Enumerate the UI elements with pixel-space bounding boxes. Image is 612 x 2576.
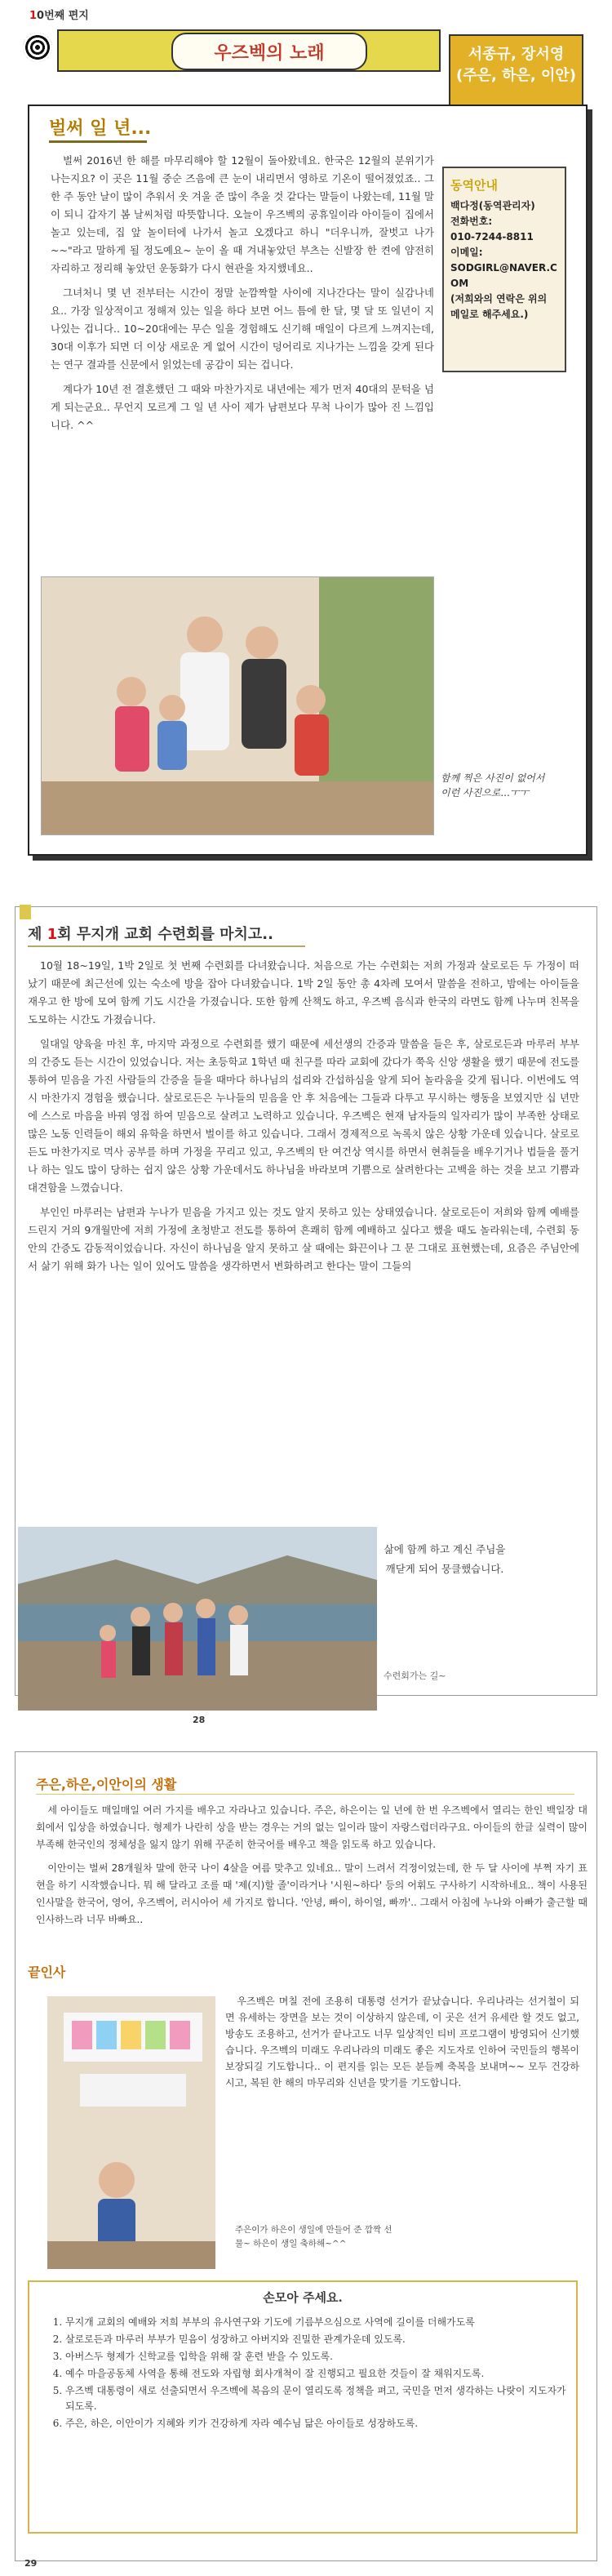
letter-page-2 <box>0 882 612 1727</box>
contact-note: (저희와의 연락은 위의 메일로 해주세요.) <box>450 293 548 320</box>
retreat-body <box>28 957 579 1282</box>
retreat-photo <box>18 1527 377 1711</box>
author-box <box>449 34 583 108</box>
birthday-photo <box>47 1996 215 2269</box>
paragraph: 일대일 양육을 마친 후, 마지막 과정으로 수련회를 했기 때문에 세선생의 간증과 말씀을 들은 후, 살로로든과 마루러 부부의 간증도 듣는 시간이 있었습니다. 저는 초등학교 1학년 때 친구를 따라 교회에 갔다가 쭉욱 신앙 생활을 했기 때문에 전도를 통하여 믿음을 가진 사람들의 간증을 들을 때마다 하나님의 섭리와 간섭하심을 알게 되어 놀라움을 갖게 됩니다. 이번에도 역시 마찬가지 경험을 했습니다. 살로로든은 누나들의 믿음을 안 후 처음에는 그들과 다투고 무시하는 행동을 보였지만 십 년만에 스스로 마음을 바꿔 영접 하여 믿음으로 살려고 노력하고 있습니다. 우즈벡은 현재 남자들의 일자리가 많이 부족한 상태로 많은 노동 인력들이 해외 유학을 하면서 벌이를 하고 있습니다. 그래서 경제적으로 녹록치 않은 상황 가운데 있습니다. 살로로든도 마찬가지로 먹사 공부를 하며 가정을 꾸리고 있고, 우즈벡의 탄 여건상 역시를 하면서 현취들을 배우기거나 법들을 풀거나 하는 일도 많이 당하는 쉽지 않은 상황 가운데서도 하나님을 바라보며 기쁨으로 살려한다는 고백을 하는 것을 보고 기쁨과 대견함을 느꼈습니다. <box>28 1038 579 1194</box>
letter-page-1 <box>0 0 612 882</box>
prayer-item: 1. 무지개 교회의 예배와 저희 부부의 유사연구와 기도에 기름부으심으로 사역에 길이를 더해가도록 <box>65 2315 571 2330</box>
spiral-icon <box>23 33 52 62</box>
author-names: 서종규, 장서영 <box>468 46 565 63</box>
contact-email: SODGIRL@NAVER.COM <box>450 262 557 289</box>
paragraph: 계다가 10년 전 결혼했던 그 때와 마찬가지로 내년에는 제가 먼저 40대의 문턱을 넘게 되는군요.. 무언지 모르게 그 일 년 사이 제가 남편보다 무척 나이가 많아 진 느낌입니다. ^^ <box>51 383 434 431</box>
heading-prefix: 제 <box>28 926 47 943</box>
children-heading: 주은,하은,이안이의 생활 <box>36 1777 177 1792</box>
heading-text: 회 무지개 교회 수련회를 마치고.. <box>57 926 273 943</box>
contact-title: 동역안내 <box>450 178 498 193</box>
divider <box>36 1794 574 1795</box>
prayer-item: 3. 아버스두 형제가 신학교를 입학을 위해 잘 훈련 받을 수 있도록. <box>65 2349 571 2365</box>
prayer-item: 5. 우즈벡 대통령이 새로 선출되면서 우즈벡에 복음의 문이 열리도록 정책을 펴고, 국민을 먼저 생각하는 나랏이 지도자가 되도록. <box>65 2383 571 2414</box>
prayer-item: 6. 주은, 하은, 이안이가 지혜와 키가 건강하게 자라 예수님 닮은 아이들로 성장하도록. <box>65 2416 571 2431</box>
family-photo <box>41 576 434 835</box>
series-suffix: 0번째 편지 <box>37 10 89 22</box>
page-number: 29 <box>24 2558 38 2569</box>
divider <box>28 945 305 947</box>
closing-heading: 끝인사 <box>28 1964 66 1980</box>
prayer-list <box>29 2315 571 2433</box>
paragraph: 벌써 2016년 한 해를 마무리해야 할 12월이 돌아왔네요. 한국은 12월의 분위기가 나는지요? 이 곳은 11월 중순 즈음에 큰 눈이 내리면서 영하로 기온이 떨어졌었죠.. 그 한 주 동안 날이 많이 추워서 옷 겨울 준 많이 추울 것 같다는 말들이 나왔는데, 11월 말이 되니 갑자기 봄 날씨처럼 따뜻합니다. 오늘이 우즈벡의 공휴일이라 아이들이 집에서 놀고 있는데, 집 앞 놀이터에 나가서 놀고 오겠다고 하니 "더우니까, 잘벗고 나가~~"라고 말하게 될 정도예요~ 눈이 올 때 겨내놓았던 부츠는 신발장 한 켠에 얌전히 자리하고 정리해 놓았던 운동화가 다시 현관을 차지했네요.. <box>51 154 434 274</box>
photo-caption: 주은이가 하은이 생일에 만들어 준 깜짝 선물~ 하은이 생일 축하해~^^ <box>235 2225 392 2249</box>
contact-box <box>442 167 566 372</box>
photo-caption: 수련회가는 길~ <box>384 1671 446 1681</box>
contact-phone: 010-7244-8811 <box>450 231 534 242</box>
page-number: 28 <box>193 1715 206 1725</box>
series-number: 1 <box>29 10 38 22</box>
paragraph: 10월 18~19일, 1박 2일로 첫 번째 수련회를 다녀왔습니다. 처음으로 가는 수련회는 저희 가정과 살로로든 두 가정이 떠났기 때문에 최근선에 있는 숙소에 방을 잡아 다녀왔습니다. 1박 2일 동안 총 4차례 모여서 말씀을 전하고, 밤에는 아이들을 재우고 한 방에 모여 함께 기도 시간을 가졌습니다. 또한 함께 산책도 하고, 우즈벡 음식과 한국의 라면도 함께 나누며 친목을 도모하는 시간도 가졌습니다. <box>28 959 579 1026</box>
heading-number: 1 <box>47 926 58 943</box>
letter-body <box>51 152 434 441</box>
paragraph: 세 아이들도 매일매일 여러 가지를 배우고 자라나고 있습니다. 주은, 하은이는 일 년에 한 번 우즈벡에서 열리는 한인 백일장 대회에서 입상을 하였습니다. 형제가 나란히 상을 받는 경우는 거의 없는 일이라 많이 자랑스럽더라구요. 아이들의 한글 실력이 많이 부족해 한국인의 정체성을 잃지 않기 위해 꾸준히 한국어를 배우고 책을 읽도록 하고 있습니다. <box>36 1804 588 1850</box>
contact-manager: 백다정(동역관리자) <box>450 200 535 211</box>
contact-phone-label: 전화번호: <box>450 216 493 227</box>
closing-body <box>225 1993 579 2098</box>
photo-caption: 함께 찍은 사진이 없어서 이런 사진으로...ㅜㅜ <box>441 772 545 799</box>
paragraph: 이안이는 벌써 28개월차 말에 한국 나이 4살을 여름 맞추고 있네요.. 말이 느려서 걱정이었는데, 한 두 달 사이에 부쩍 자기 표현을 하기 시작했습니다. 뭐 해 달라고 조를 때 '제(지)할 졸'이라거나 '시원~하다' 등의 어휘도 구사하기 시작하네요.. 책이 사용된 인사말을 한국어, 영어, 우즈벡어, 러시아어 세 가지로 합니다. '안녕, 빠이, 하이얼, 빠까'.. 그래서 아침에 누나와 아빠가 출근할 때 인사하느라 너무 바빠요.. <box>36 1862 588 1925</box>
paragraph: 우즈벡은 며칠 전에 조용히 대통령 선거가 끝났습니다. 우리나라는 선거철이 되면 유세하는 장면을 보는 것이 이상하지 않은데, 이 곳은 선거 유세란 할 것도 없고, 방송도 조용하고, 선거가 끝나고도 너무 일상적인 티비 프로그램이 방영되어 신기했습니다. 우즈벡의 미래도 우리나라의 미래도 좋은 지도자로 인하여 국민들의 행복이 보장되길 기도합니다.. 이 편지를 읽는 모든 분들께 축복을 보내며~~ 모두 건강하시고, 복된 한 해의 마무리와 신년을 맞기를 기도합니다. <box>225 1995 579 2089</box>
paragraph: 부인인 마루러는 남편과 누나가 믿음을 가지고 있는 것도 알지 못하고 있는 상태였습니다. 살로로든이 저희와 함께 예배를 드린지 거의 9개월만에 저희 가정에 초청받고 전도를 통하여 흔쾌히 함께 예배하고 싶다고 했을 때도 놀라워는데, 수련회 동안의 간증도 감동적이었습니다. 자신이 하나님을 알지 못하고 살 때에는 화끈이나 그 문 그대로 표현했는데, 요즘은 주님안에서 삶기 위해 화가 나는 일이 있어도 말씀을 생각하면서 변화하려고 한다는 말이 그들의 <box>28 1206 579 1272</box>
letter-title: 우즈벡의 노래 <box>171 33 367 70</box>
prayer-title: 손모아 주세요. <box>263 2290 343 2305</box>
series-label <box>29 7 89 22</box>
paragraph: 그녀처니 몇 년 전부터는 시간이 정말 눈깜짝할 사이에 지나간다는 말이 실감나네요.. 가장 일상적이고 정해져 있는 일을 하다 보면 어느 틈에 한 달, 몇 달 또 일년이 지나있는 겁니다.. 10~20대에는 무슨 일을 경험해도 신기해 매일이 다르게 느껴지는데, 30대 이후가 되면 더 이상 새로운 게 없어 시간이 덩어리로 지나가는 느낌을 갖게 된다는 연구 결과를 신문에서 읽었는데 공감이 되는 겁니다. <box>51 287 434 371</box>
retreat-heading <box>28 923 273 944</box>
prayer-item: 2. 살로로든과 마루러 부부가 믿음이 성장하고 아버지와 진밀한 관계가운데 있도록. <box>65 2332 571 2347</box>
heading-marker <box>20 905 31 919</box>
contact-email-label: 이메일: <box>450 247 483 258</box>
letter-page-3 <box>0 1727 612 2576</box>
prayer-box <box>28 2280 578 2534</box>
section-title: 벌써 일 년... <box>49 118 152 139</box>
author-children: (주은, 하은, 이안) <box>456 67 576 84</box>
prayer-item: 4. 예수 마을공동체 사역을 통해 전도와 자립형 회사개척이 잘 진행되고 필요한 것들이 잘 채워지도록. <box>65 2366 571 2382</box>
children-body <box>36 1802 588 1935</box>
paragraph-tail: 삶에 함께 하고 계신 주님을 깨닫게 되어 뭉클했습니다. <box>384 1543 506 1575</box>
divider <box>49 140 147 143</box>
